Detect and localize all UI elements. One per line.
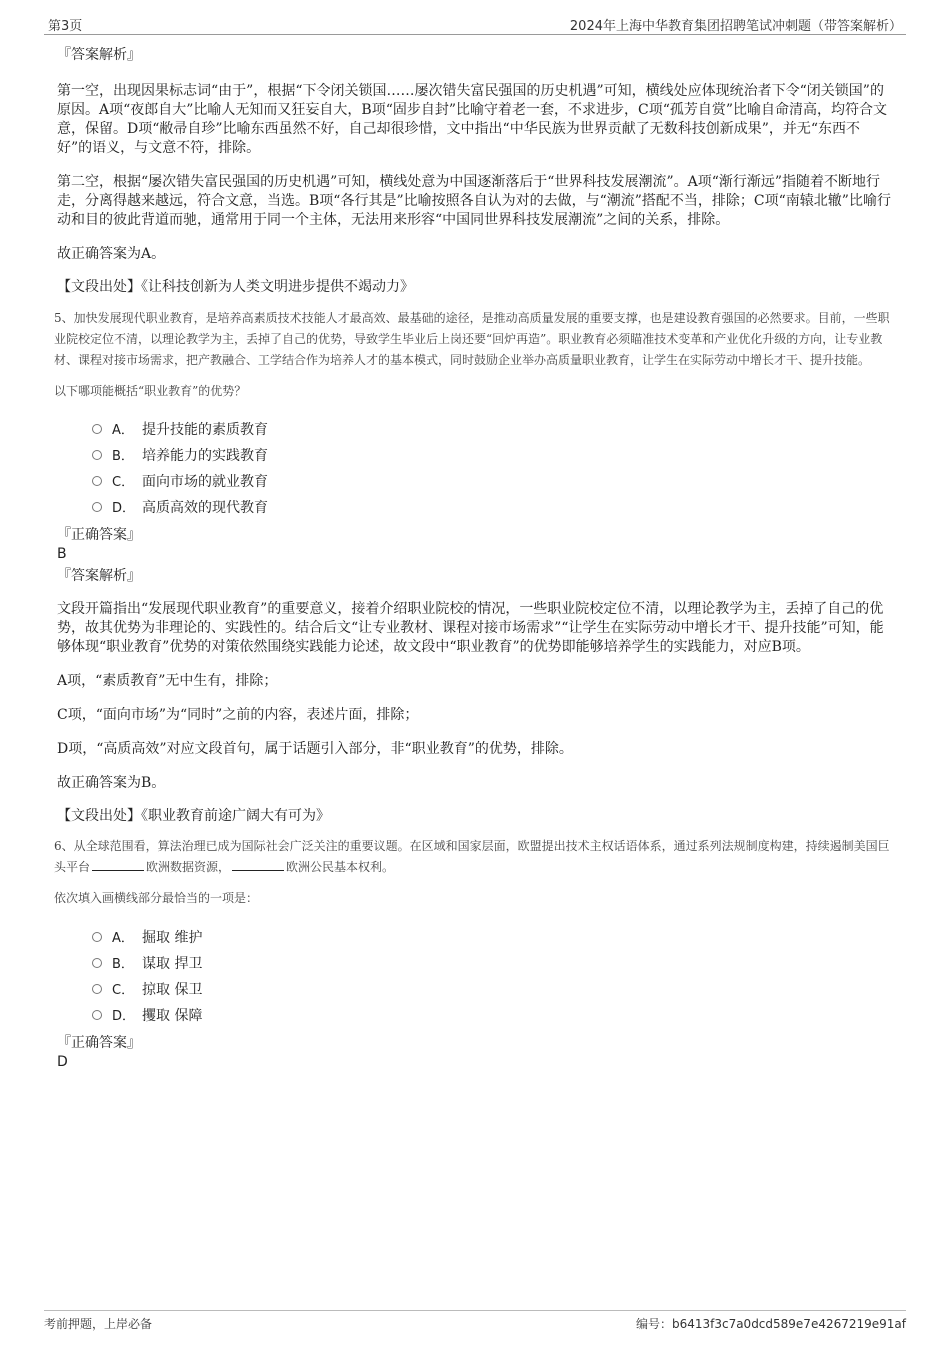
option-b[interactable]: B． 谋取 捍卫 — [92, 951, 895, 977]
analysis-paragraph: 第一空，出现因果标志词“由于”，根据“下令闭关锁国……屡次错失富民强国的历史机遇”可知，横线处应体现统治者下令“闭关锁国”的原因。A项“夜郎自大”比喻人无知而又狂妄自大，B项“固步自封”比喻守着老一套，不求进步，C项“孤芳自赏”比喻自命清高，均符合文意，保留。D项“敝帚自珍”比喻东西虽然不好，自己却很珍惜，文中指出“中华民族为世界贡献了无数科技创新成果”，并无“东西不好”的语义，与文意不符，排除。 — [57, 83, 888, 156]
option-b[interactable]: B． 培养能力的实践教育 — [92, 443, 895, 469]
analysis-paragraph: 第二空，根据“屡次错失富民强国的历史机遇”可知，横线处意为中国逐渐落后于“世界科技发展潮流”。A项“渐行渐远”指随着不断地行走，分离得越来越远，符合文意，当选。B项“各行其是”比喻按照各自认为对的去做，与“潮流”搭配不当，排除；C项“南辕北辙”比喻行动和目的彼此背道而驰，通常用于同一个主体，无法用来形容“中国同世界科技发展潮流”之间的关系，排除。 — [57, 174, 891, 228]
source-citation: 【文段出处】《让科技创新为人类文明进步提供不竭动力》 — [57, 279, 414, 295]
fill-blank — [232, 858, 284, 871]
option-d[interactable]: D． 高质高效的现代教育 — [92, 495, 895, 521]
option-c[interactable]: C． 掠取 保卫 — [92, 977, 895, 1003]
page-number: 第3页 — [48, 19, 83, 34]
radio-icon[interactable] — [92, 958, 102, 968]
source-citation: 【文段出处】《职业教育前途广阔大有可为》 — [57, 808, 330, 824]
footer-slogan: 考前押题，上岸必备 — [44, 1317, 153, 1331]
options-list — [92, 417, 895, 521]
question-passage: 5、加快发展现代职业教育，是培养高素质技术技能人才最高效、最基础的途径，是推动高质量发展的重要支撑，也是建设教育强国的必然要求。目前，一些职业院校定位不清，以理论教学为主，丢掉了自己的优势，导致学生毕业后上岗还要“回炉再造”。职业教育必须瞄准技术变革和产业优化升级的方向，让专业教材、课程对接市场需求，把产教融合、工学结合作为培养人才的基本模式，同时鼓励企业举办高质量职业教育，让学生在实际劳动中增长才干、提升技能。 — [54, 311, 890, 367]
radio-icon[interactable] — [92, 932, 102, 942]
page-header — [44, 14, 906, 35]
options-list — [92, 925, 895, 1029]
page-footer — [44, 1310, 906, 1333]
document-code: 编号：b6413f3c7a0dcd589e7e4267219e91af — [635, 1317, 906, 1331]
document-title: 2024年上海中华教育集团招聘笔试冲刺题（带答案解析） — [569, 19, 902, 34]
analysis-paragraph: 文段开篇指出“发展现代职业教育”的重要意义，接着介绍职业院校的情况，一些职业院校定位不清，以理论教学为主，丢掉了自己的优势，故其优势为非理论的、实践性的。结合后文“让专业教材、课程对接市场需求”“让学生在实际劳动中增长才干、提升技能”可知，能够体现“职业教育”优势的对策依然围绕实践能力论述，故文段中“职业教育”的优势即能够培养学生的实践能力，对应B项。 — [57, 601, 884, 655]
radio-icon[interactable] — [92, 984, 102, 994]
fill-blank — [92, 858, 144, 871]
analysis-label: 『答案解析』 — [57, 568, 141, 584]
page-content — [54, 46, 895, 1072]
analysis-paragraph: D项，“高质高效”对应文段首句，属于话题引入部分，非“职业教育”的优势，排除。 — [57, 741, 573, 757]
analysis-paragraph: A项，“素质教育”无中生有，排除； — [57, 673, 278, 689]
analysis-paragraph: C项，“面向市场”为“同时”之前的内容，表述片面，排除； — [57, 707, 419, 723]
correct-answer-label: 『正确答案』 — [57, 1035, 141, 1051]
question-passage: 6、从全球范围看，算法治理已成为国际社会广泛关注的重要议题。在区域和国家层面，欧盟提出技术主权话语体系，通过系列法规制度构建，持续遏制美国巨头平台 欧洲数据资源， 欧洲公民基本权利。 — [54, 839, 890, 874]
radio-icon[interactable] — [92, 424, 102, 434]
option-c[interactable]: C． 面向市场的就业教育 — [92, 469, 895, 495]
analysis-paragraph: 故正确答案为A。 — [57, 246, 166, 262]
analysis-paragraph: 故正确答案为B。 — [57, 775, 166, 791]
radio-icon[interactable] — [92, 476, 102, 486]
radio-icon[interactable] — [92, 502, 102, 512]
correct-answer: B — [57, 546, 67, 562]
analysis-label: 『答案解析』 — [57, 47, 141, 63]
option-d[interactable]: D． 攫取 保障 — [92, 1003, 895, 1029]
q4-analysis — [57, 46, 895, 297]
question-5 — [54, 308, 895, 826]
question-prompt: 依次填入画横线部分最恰当的一项是： — [54, 891, 259, 905]
question-6 — [54, 836, 895, 1072]
radio-icon[interactable] — [92, 1010, 102, 1020]
correct-answer-label: 『正确答案』 — [57, 527, 141, 543]
question-prompt: 以下哪项能概括“职业教育”的优势？ — [54, 384, 247, 398]
option-a[interactable]: A． 掘取 维护 — [92, 925, 895, 951]
correct-answer: D — [57, 1054, 68, 1070]
option-a[interactable]: A． 提升技能的素质教育 — [92, 417, 895, 443]
radio-icon[interactable] — [92, 450, 102, 460]
